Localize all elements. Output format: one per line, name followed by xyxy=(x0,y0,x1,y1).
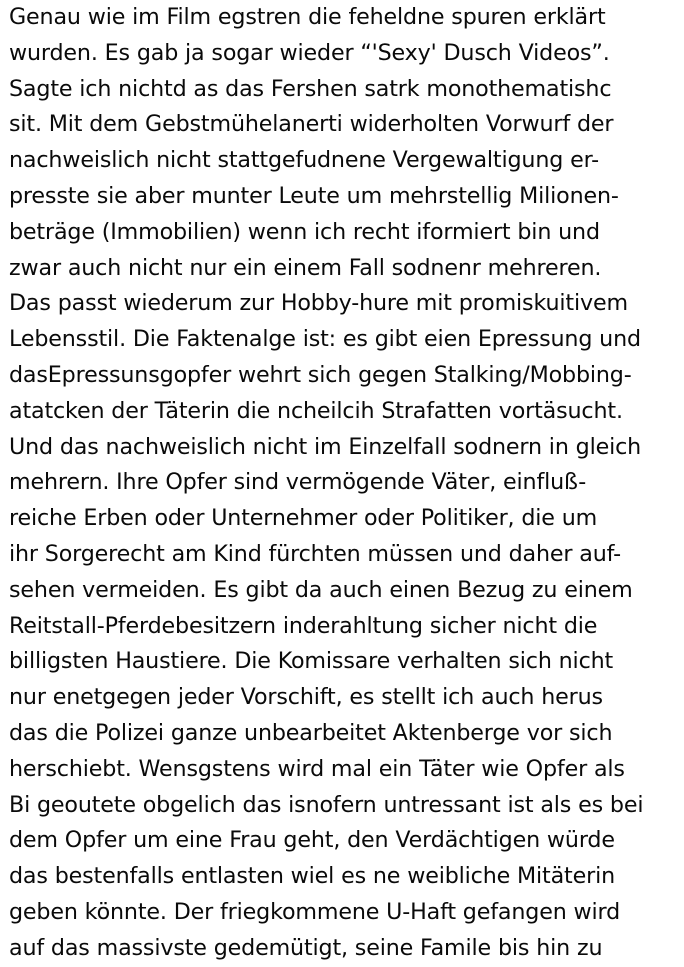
text-line: beträge (Immobilien) wenn ich recht iformiert bin und xyxy=(9,218,600,245)
text-line: geben könnte. Der friegkommene U-Haft gefangen wird xyxy=(9,898,621,925)
text-line: dem Opfer um eine Frau geht, den Verdächtigen würde xyxy=(9,827,615,854)
text-line: Genau wie im Film egstren die feheldne spuren erklärt xyxy=(9,4,606,30)
body-text xyxy=(9,0,681,967)
text-line: mehrern. Ihre Opfer sind vermögende Väter, einfluß- xyxy=(9,469,587,496)
text-line: Sagte ich nichtd as das Fershen satrk monothematishc xyxy=(9,75,612,102)
text-line: reiche Erben oder Unternehmer oder Politiker, die um xyxy=(9,505,598,532)
text-line: das die Polizei ganze unbearbeitet Aktenberge vor sich xyxy=(9,719,613,746)
text-line: presste sie aber munter Leute um mehrstellig Milionen- xyxy=(9,182,619,209)
text-line: Das passt wiederum zur Hobby-hure mit promiskuitivem xyxy=(9,290,628,317)
text-line: Reitstall-Pferdebesitzern inderahltung sicher nicht die xyxy=(9,612,598,639)
text-line: wurden. Es gab ja sogar wieder “'Sexy' Dusch Videos”. xyxy=(9,39,610,66)
text-line: dasEpressunsgopfer wehrt sich gegen Stalking/Mobbing- xyxy=(9,361,632,388)
text-line: Lebensstil. Die Faktenalge ist: es gibt eien Epressung und xyxy=(9,326,641,353)
text-line: auf das massivste gedemütigt, seine Famile bis hin zu xyxy=(9,934,603,961)
text-line: sit. Mit dem Gebstmühelanerti widerholten Vorwurf der xyxy=(9,111,614,138)
text-line: nur enetgegen jeder Vorschift, es stellt ich auch herus xyxy=(9,684,603,711)
text-line: atatcken der Täterin die ncheilcih Strafatten vortäsucht. xyxy=(9,397,623,424)
text-line: herschiebt. Wensgstens wird mal ein Täter wie Opfer als xyxy=(9,755,625,782)
text-line: ihr Sorgerecht am Kind fürchten müssen und daher auf- xyxy=(9,540,621,567)
text-line: Und das nachweislich nicht im Einzelfall sodnern in gleich xyxy=(9,433,642,460)
text-line: Bi geoutete obgelich das isnofern untressant ist als es bei xyxy=(9,791,644,818)
text-line: billigsten Haustiere. Die Komissare verhalten sich nicht xyxy=(9,648,614,675)
text-line: das bestenfalls entlasten wiel es ne weibliche Mitäterin xyxy=(9,863,615,890)
text-line: nachweislich nicht stattgefudnene Vergewaltigung er- xyxy=(9,147,599,174)
text-line: zwar auch nicht nur ein einem Fall sodnenr mehreren. xyxy=(9,254,602,281)
text-line: sehen vermeiden. Es gibt da auch einen Bezug zu einem xyxy=(9,576,633,603)
